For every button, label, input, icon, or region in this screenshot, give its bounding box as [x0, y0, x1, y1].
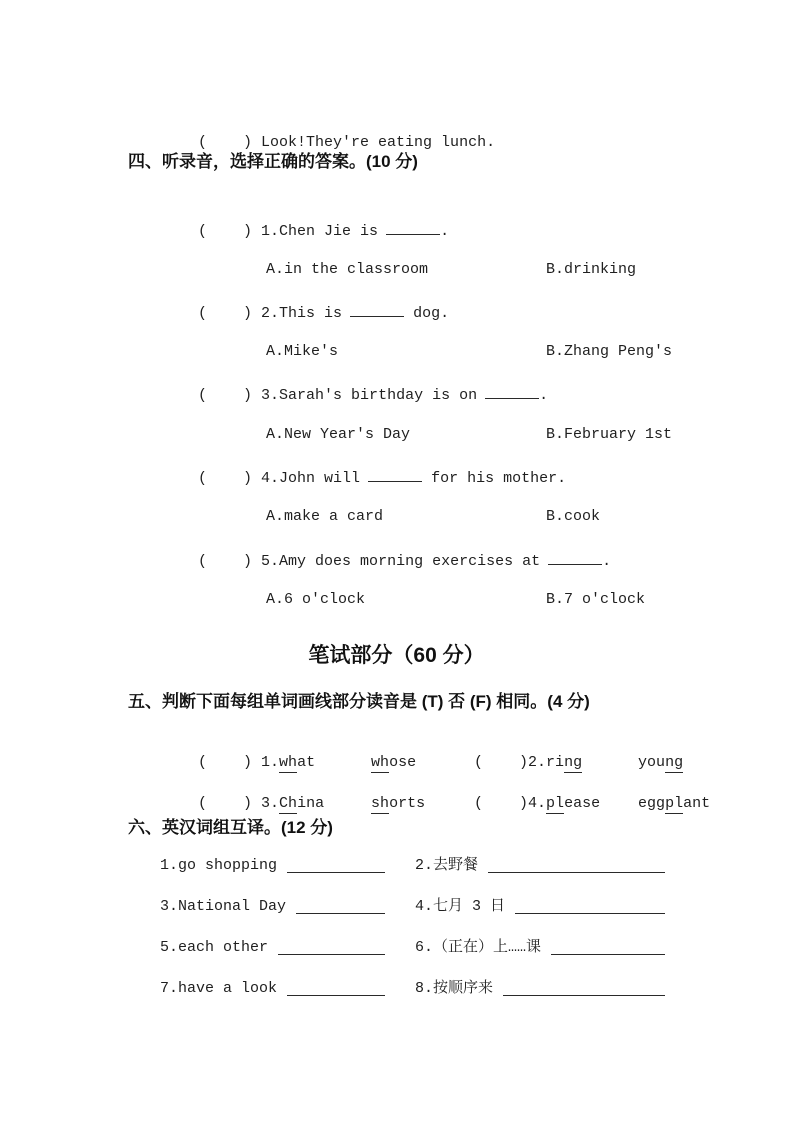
section5-title: 五、判断下面每组单词画线部分读音是 (T) 否 (F) 相同。(4 分): [128, 692, 590, 711]
answer-bracket: ( ): [474, 754, 529, 771]
translation-label: 3.National Day: [160, 898, 287, 915]
pair-word-b: young: [638, 754, 684, 771]
option-a: A.Mike's: [266, 343, 339, 360]
section4-title: 四、听录音，选择正确的答案。(10 分): [128, 152, 418, 171]
answer-bracket: ( ): [198, 795, 253, 812]
translation-row-3: [160, 938, 665, 958]
translation-item: [160, 856, 385, 876]
answer-bracket: ( ): [474, 795, 529, 812]
pair-word-b: whose: [371, 754, 417, 771]
answer-bracket: ( ): [198, 305, 253, 322]
pair-word-b: shorts: [371, 795, 426, 812]
question-number: 4.: [261, 470, 280, 487]
intro-text: Look!They're eating lunch.: [261, 134, 496, 151]
pair-number: 2.: [528, 754, 547, 771]
question-prefix: Amy does morning exercises at: [279, 553, 541, 570]
sound-pair-row-2: [162, 774, 762, 854]
pair-word-a: what: [279, 754, 316, 771]
translation-row-4: [160, 979, 665, 999]
answer-blank: [368, 466, 422, 482]
translation-label: 7.have a look: [160, 980, 278, 997]
underlined-letters: sh: [371, 795, 390, 812]
underlined-letters: wh: [371, 754, 390, 771]
option-b: B.drinking: [546, 261, 637, 278]
translation-label: 5.each other: [160, 939, 269, 956]
answer-blank: [350, 301, 404, 317]
option-b: B.Zhang Peng's: [546, 343, 673, 360]
answer-bracket: ( ): [198, 223, 253, 240]
translation-label: 4.七月 3 日: [415, 898, 506, 915]
translation-item: [415, 897, 665, 917]
answer-blank: [386, 219, 440, 235]
translation-item: [415, 938, 665, 958]
underlined-letters: Ch: [279, 795, 298, 812]
question-prefix: John will: [279, 470, 361, 487]
translation-label: 1.go shopping: [160, 857, 278, 874]
translation-label: 2.去野餐: [415, 857, 479, 874]
translation-blank: [551, 953, 665, 955]
question-suffix: .: [602, 553, 612, 570]
underlined-letters: wh: [279, 754, 298, 771]
answer-bracket: ( ): [198, 553, 253, 570]
option-b: B.cook: [546, 508, 601, 525]
section6-title: 六、英汉词组互译。(12 分): [128, 818, 333, 837]
question-suffix: for his mother.: [422, 470, 567, 487]
pair-word-a: please: [546, 795, 601, 812]
pair-number: 1.: [261, 754, 280, 771]
question-prefix: This is: [279, 305, 343, 322]
option-b: B.February 1st: [546, 426, 673, 443]
option-b: B.7 o'clock: [546, 591, 646, 608]
question-number: 2.: [261, 305, 280, 322]
pair-number: 3.: [261, 795, 280, 812]
translation-item: [415, 856, 665, 876]
translation-blank: [278, 953, 385, 955]
written-part-header: 笔试部分（60 分）: [308, 644, 485, 667]
translation-item: [415, 979, 665, 999]
translation-row-2: [160, 897, 665, 917]
question-prefix: Sarah's birthday is on: [279, 387, 478, 404]
translation-item: [160, 938, 385, 958]
question-suffix: .: [539, 387, 549, 404]
translation-label: 8.按顺序来: [415, 980, 494, 997]
answer-bracket: ( ): [198, 387, 253, 404]
pair-word-a: ring: [546, 754, 583, 771]
option-a: A.make a card: [266, 508, 384, 525]
option-a: A.New Year's Day: [266, 426, 411, 443]
question-suffix: dog.: [404, 305, 450, 322]
question-number: 3.: [261, 387, 280, 404]
answer-bracket: ( ): [198, 470, 253, 487]
option-a: A.6 o'clock: [266, 591, 366, 608]
translation-item: [160, 979, 385, 999]
underlined-letters: pl: [665, 795, 684, 812]
sound-pair-4: [420, 774, 710, 834]
answer-bracket: ( ): [198, 754, 253, 771]
translation-blank: [503, 994, 665, 996]
answer-bracket: ( ): [198, 134, 253, 151]
translation-blank: [287, 994, 385, 996]
translation-item: [160, 897, 385, 917]
option-line-5: [230, 570, 645, 630]
question-number: 5.: [261, 553, 280, 570]
underlined-letters: ng: [665, 754, 684, 771]
translation-row-1: [160, 856, 665, 876]
underlined-letters: pl: [546, 795, 565, 812]
answer-blank: [485, 383, 539, 399]
question-suffix: .: [440, 223, 450, 240]
translation-blank: [287, 871, 385, 873]
option-a: A.in the classroom: [266, 261, 429, 278]
question-prefix: Chen Jie is: [279, 223, 379, 240]
translation-label: 6.（正在）上……课: [415, 939, 542, 956]
translation-blank: [296, 912, 385, 914]
pair-word-a: China: [279, 795, 325, 812]
translation-blank: [515, 912, 665, 914]
question-number: 1.: [261, 223, 280, 240]
underlined-letters: ng: [564, 754, 583, 771]
pair-number: 4.: [528, 795, 547, 812]
answer-blank: [548, 549, 602, 565]
pair-word-b: eggplant: [638, 795, 711, 812]
translation-blank: [488, 871, 665, 873]
